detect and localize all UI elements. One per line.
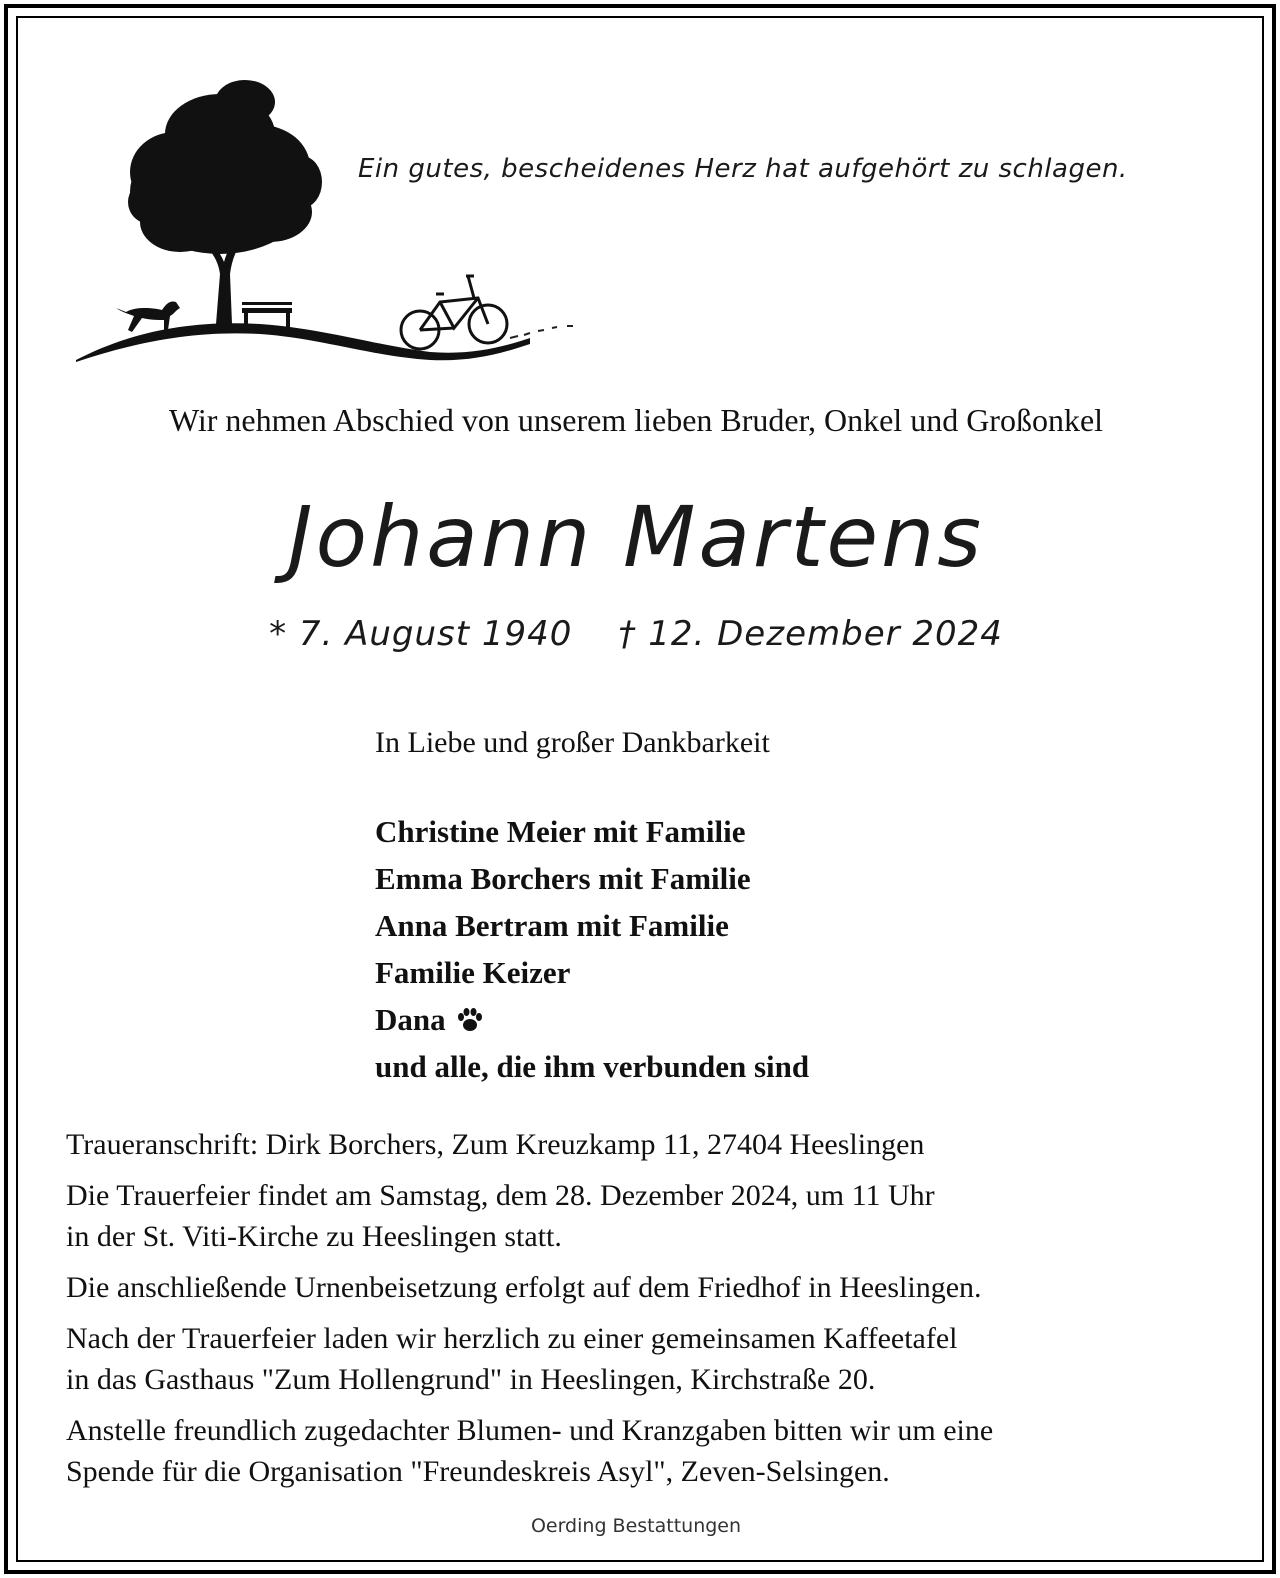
life-dates bbox=[0, 614, 1272, 654]
mourner: Emma Borchers mit Familie bbox=[375, 860, 751, 896]
donation-info: Anstelle freundlich zugedachter Blumen- und Kranzgaben bitten wir um eine Spende für die Organisation "Freundeskreis Asyl", Zeven-Selsingen. bbox=[66, 1414, 994, 1488]
motto: Ein gutes, bescheidenes Herz hat aufgehört zu schlagen. bbox=[358, 154, 1128, 184]
deceased-name: Johann Martens bbox=[287, 488, 985, 586]
death-date: † 12. Dezember 2024 bbox=[618, 614, 1003, 654]
burial-info: Die anschließende Urnenbeisetzung erfolgt auf dem Friedhof in Heeslingen. bbox=[66, 1271, 982, 1304]
coffee-info: Nach der Trauerfeier laden wir herzlich zu einer gemeinsamen Kaffeetafel in das Gasthaus "Zum Hollengrund" in Heeslingen, Kirchstraße 20. bbox=[66, 1322, 958, 1396]
mourner: Christine Meier mit Familie bbox=[375, 813, 746, 849]
mourners-list bbox=[375, 808, 809, 1090]
funeral-home: Oerding Bestattungen bbox=[530, 1515, 742, 1537]
details-block bbox=[66, 1124, 1226, 1502]
service-info: Die Trauerfeier findet am Samstag, dem 28. Dezember 2024, um 11 Uhr in der St. Viti-Kirche zu Heeslingen statt. bbox=[66, 1179, 935, 1253]
birth-date: * 7. August 1940 bbox=[269, 614, 573, 654]
gratitude-line: In Liebe und großer Dankbarkeit bbox=[375, 726, 770, 759]
paw-print-icon bbox=[456, 1007, 484, 1033]
tree-dog-bench-bicycle-illustration bbox=[70, 62, 590, 367]
intro-line: Wir nehmen Abschied von unserem lieben Bruder, Onkel und Großonkel bbox=[168, 402, 1104, 438]
mourner: und alle, die ihm verbunden sind bbox=[375, 1048, 810, 1084]
mourner: Anna Bertram mit Familie bbox=[375, 907, 729, 943]
mourner: Familie Keizer bbox=[375, 954, 571, 990]
mourning-address: Traueranschrift: Dirk Borchers, Zum Kreuzkamp 11, 27404 Heeslingen bbox=[66, 1128, 925, 1161]
mourner: Dana bbox=[375, 996, 809, 1043]
